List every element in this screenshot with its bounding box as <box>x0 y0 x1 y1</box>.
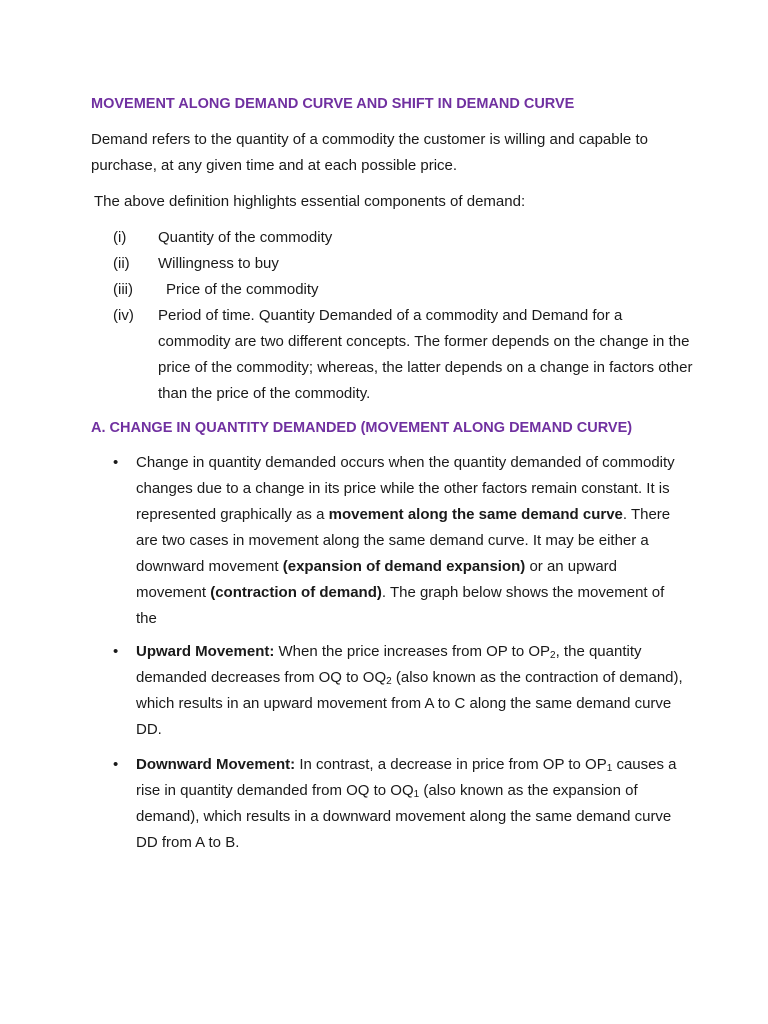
list-text: Quantity of the commodity <box>158 229 333 246</box>
list-text: Price of the commodity <box>166 281 319 298</box>
bullet-text: Change in quantity demanded occurs when the quantity demanded of commodity changes due to a change in its price while the other factors remain constant. It is represented graphically as a <box>136 454 675 523</box>
subscript: 2 <box>550 650 556 661</box>
section-a-heading: A. CHANGE IN QUANTITY DEMANDED (MOVEMENT ALONG DEMAND CURVE) <box>91 420 633 436</box>
subscript: 2 <box>386 676 392 687</box>
list-item <box>113 277 693 303</box>
bullet-list-quantity-change <box>113 450 683 632</box>
bullet-list-downward <box>113 752 683 856</box>
list-item <box>113 225 693 251</box>
bullet-text: . There are two cases in movement along the same demand curve. It may be either a downward movement <box>136 506 671 575</box>
subscript: 1 <box>413 789 420 800</box>
list-number: (iv) <box>113 307 134 324</box>
bullet-item-downward-movement <box>113 752 683 856</box>
document-title: MOVEMENT ALONG DEMAND CURVE AND SHIFT IN DEMAND CURVE <box>91 96 575 112</box>
bullet-bold-text: movement along the same demand curve <box>328 506 623 523</box>
bullet-text: In contrast, a decrease in price from OP to OP <box>295 756 607 773</box>
bullet-label: Downward Movement: <box>136 756 296 773</box>
bullet-text: , the quantity demanded decreases from OQ to OQ <box>136 643 642 686</box>
bullet-list-upward <box>113 639 683 743</box>
bullet-label: Upward Movement: <box>136 643 275 660</box>
bullet-text: . The graph below shows the movement of the <box>136 584 665 627</box>
components-list <box>113 225 693 407</box>
bullet-text: (also known as the contraction of demand), which results in an upward movement from A to C along the same demand curve DD. <box>136 669 683 738</box>
bullet-bold-text: (contraction of demand) <box>210 584 382 601</box>
bullet-bold-text: (expansion of demand expansion) <box>282 558 526 575</box>
bullet-text: causes a rise in quantity demanded from OQ to OQ <box>136 756 677 799</box>
intro-paragraph: The above definition highlights essential components of demand: <box>94 193 526 210</box>
list-number: (i) <box>113 229 127 246</box>
list-number: (ii) <box>113 255 130 272</box>
list-number: (iii) <box>113 281 133 298</box>
bullet-text: When the price increases from OP to OP <box>274 643 551 660</box>
subscript: 1 <box>606 763 613 774</box>
list-text: Period of time. Quantity Demanded of a commodity and Demand for a commodity are two different concepts. The former depends on the change in the price of the commodity; whereas, the latter depends on a change in factors other than the price of the commodity. <box>158 307 693 402</box>
list-item <box>113 303 693 407</box>
bullet-text: or an upward movement <box>136 558 618 601</box>
bullet-item-quantity-change <box>113 450 683 632</box>
definition-paragraph: Demand refers to the quantity of a commodity the customer is willing and capable to purchase, at any given time and at each possible price. <box>91 131 648 174</box>
list-text: Willingness to buy <box>158 255 279 272</box>
bullet-item-upward-movement <box>113 639 683 743</box>
list-item <box>113 251 693 277</box>
bullet-text: (also known as the expansion of demand), which results in a downward movement along the same demand curve DD from A to B. <box>136 782 672 851</box>
